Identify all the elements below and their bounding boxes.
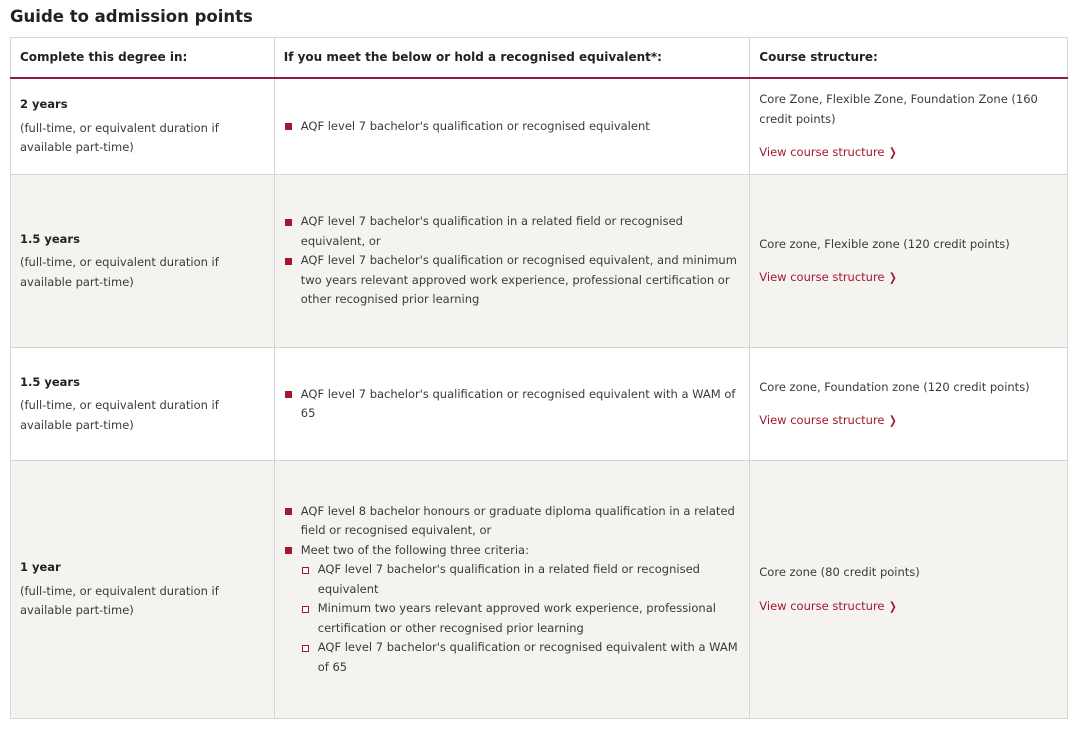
table-row (11, 348, 1068, 461)
course-structure-text: Core zone, Flexible zone (120 credit points) (759, 236, 1010, 251)
list-item: AQF level 8 bachelor honours or graduate diploma qualification in a related field or recognised equivalent, or (284, 502, 741, 541)
table-row (11, 175, 1068, 348)
list-item-text: Meet two of the following three criteria: (300, 542, 529, 557)
duration-cell (11, 461, 275, 719)
course-structure-cell (750, 175, 1068, 348)
requirements-list (284, 502, 741, 678)
chevron-right-icon: ❯ (888, 598, 897, 613)
header-course-structure: Course structure: (750, 38, 1068, 78)
chevron-right-icon: ❯ (888, 145, 897, 159)
course-structure-cell (750, 348, 1068, 461)
list-item (284, 541, 741, 678)
admission-points-table (10, 37, 1068, 719)
sub-list-item: AQF level 7 bachelor's qualification or recognised equivalent with a WAM of 65 (301, 638, 741, 677)
chevron-right-icon: ❯ (888, 270, 897, 284)
requirements-list (284, 117, 741, 137)
requirements-cell (274, 461, 750, 719)
requirements-list (284, 385, 741, 424)
duration-value: 2 years (20, 97, 68, 111)
view-course-structure-link[interactable]: View course structure ❯ (759, 413, 897, 427)
requirements-cell (274, 78, 750, 175)
view-course-structure-link[interactable]: View course structure ❯ (759, 145, 897, 159)
requirements-list (284, 212, 741, 310)
duration-cell (11, 348, 275, 461)
table-header-row (11, 38, 1068, 78)
duration-value: 1.5 years (20, 374, 80, 389)
page-title: Guide to admission points (10, 7, 253, 26)
duration-value: 1 year (20, 560, 61, 575)
requirements-cell (274, 348, 750, 461)
course-structure-cell (750, 78, 1068, 175)
header-requirements: If you meet the below or hold a recognised equivalent*: (274, 38, 750, 78)
header-duration: Complete this degree in: (11, 38, 275, 78)
duration-note: (full-time, or equivalent duration if available part-time) (20, 255, 219, 289)
chevron-right-icon: ❯ (888, 413, 897, 427)
sub-list-item: Minimum two years relevant approved work experience, professional certification or other recognised prior learning (301, 599, 741, 638)
view-course-structure-link[interactable]: View course structure ❯ (759, 270, 897, 284)
duration-cell (11, 175, 275, 348)
table-row (11, 78, 1068, 175)
table-row (11, 461, 1068, 719)
course-structure-text: Core zone, Foundation zone (120 credit points) (759, 379, 1030, 394)
duration-note: (full-time, or equivalent duration if available part-time) (20, 583, 219, 618)
list-item: AQF level 7 bachelor's qualification in a related field or recognised equivalent, or (284, 212, 741, 251)
criteria-sublist (301, 560, 741, 677)
requirements-cell (274, 175, 750, 348)
duration-cell (11, 78, 275, 175)
course-structure-text: Core Zone, Flexible Zone, Foundation Zone (160 credit points) (759, 92, 1038, 126)
list-item: AQF level 7 bachelor's qualification or recognised equivalent (284, 117, 741, 137)
course-structure-text: Core zone (80 credit points) (759, 565, 920, 579)
course-structure-cell (750, 461, 1068, 719)
duration-note: (full-time, or equivalent duration if available part-time) (20, 398, 219, 432)
list-item: AQF level 7 bachelor's qualification or recognised equivalent, and minimum two years relevant approved work experience, professional certification or other recognised prior learning (284, 251, 741, 310)
list-item: AQF level 7 bachelor's qualification or recognised equivalent with a WAM of 65 (284, 385, 741, 424)
view-course-structure-link[interactable]: View course structure ❯ (759, 599, 897, 613)
duration-note: (full-time, or equivalent duration if available part-time) (20, 120, 219, 154)
sub-list-item: AQF level 7 bachelor's qualification in a related field or recognised equivalent (301, 560, 741, 599)
duration-value: 1.5 years (20, 231, 80, 246)
